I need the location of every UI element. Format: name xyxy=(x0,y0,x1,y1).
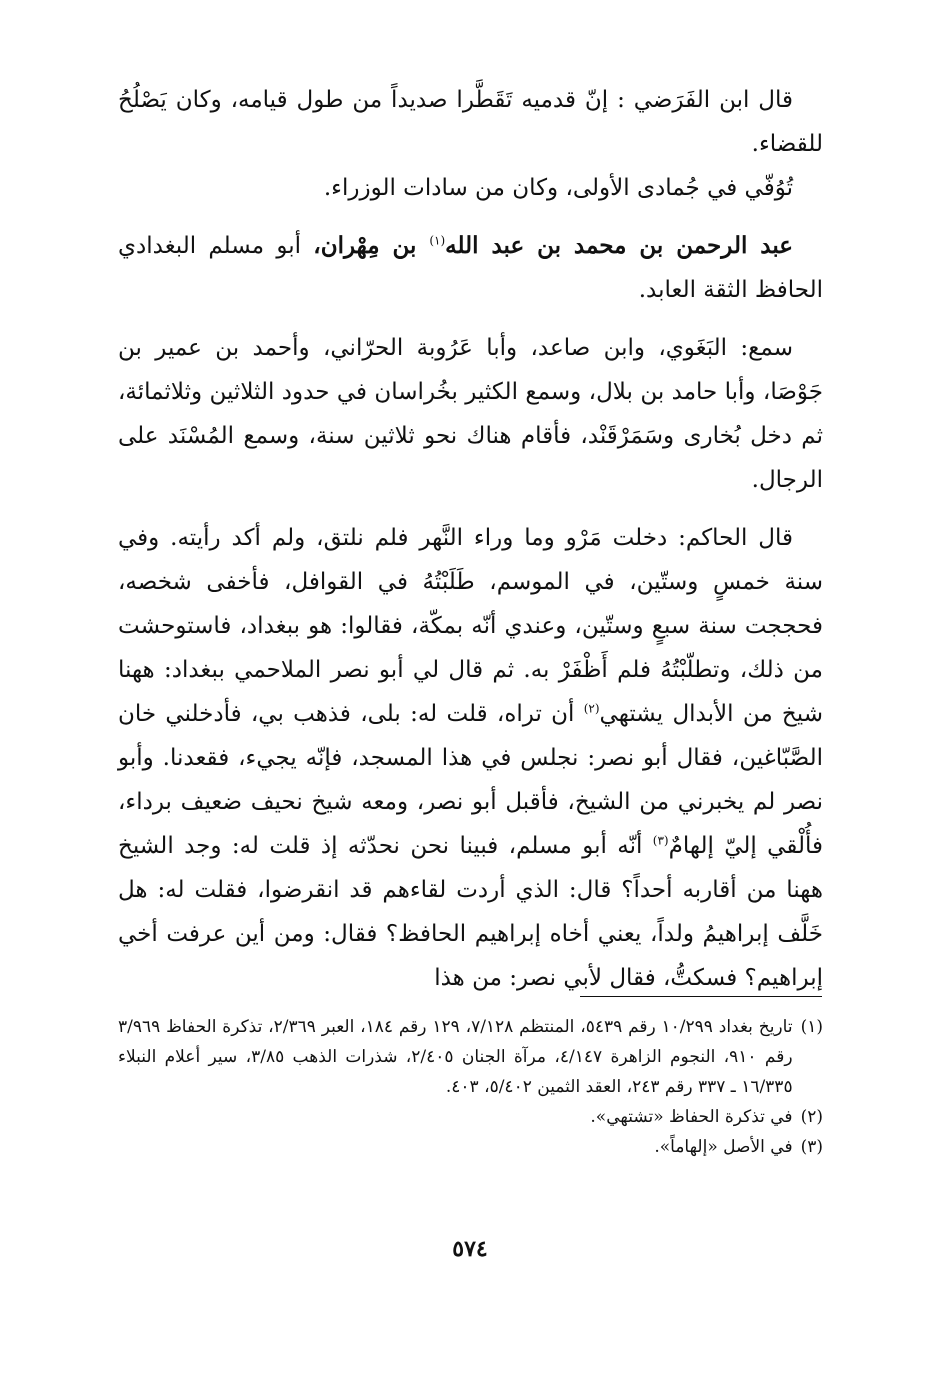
footnote-item xyxy=(118,1132,823,1162)
entry-name-part1: عبد الرحمن بن محمد بن عبد الله xyxy=(445,232,793,259)
footnote-text: في الأصل «إلهاماً». xyxy=(654,1137,793,1157)
footnote-number: (١) xyxy=(800,1017,823,1037)
paragraph-sama: سمع: البَغَوي، وابن صاعد، وأبا عَرُوبة الحرّاني، وأحمد بن عمير بن جَوْصَا، وأبا حامد بن بلال، وسمع الكثير بخُراسان في حدود الثلاثين وثلاثمائة، ثم دخل بُخارى وسَمَرْقَنْد، فأقام هناك نحو ثلاثين سنة، وسمع المُسْنَد على الرجال. xyxy=(118,335,823,493)
paragraph-hakim xyxy=(118,516,823,1000)
hakim-text-2: أن تراه، قلت له: بلى، فذهب بي، فأدخلني خان الصَّبّاغين، فقال أبو نصر: نجلس في هذا المسجد، فإنّه يجيء، فقعدنا. وأبو نصر لم يخبرني من الشيخ، فأقبل أبو نصر، ومعه شيخ نحيف ضعيف برداء، فأُلْقي إليّ إلهامٌ xyxy=(118,701,823,859)
footnote-text: في تذكرة الحفاظ «تشتهي». xyxy=(590,1107,793,1127)
hakim-text-1: قال الحاكم: دخلت مَرْو وما وراء النَّهر فلم نلتق، ولم أكد رأيته. وفي سنة خمسٍ وستّين، في الموسم، طَلَبْتُهُ في القوافل، فأخفى شخصه، فحججت سنة سبعٍ وستّين، وعندي أنّه بمكّة، فقالوا: هو ببغداد، فاستوحشت من ذلك، وتطلّبْتُهُ فلم أَظْفَرْ به. ثم قال لي أبو نصر الملاحمي ببغداد: ههنا شيخ من الأبدال يشتهي xyxy=(118,525,823,727)
entry-name-part2: بن مِهْران، xyxy=(313,232,430,259)
footnote-number: (٣) xyxy=(800,1137,823,1157)
entry-description: أبو مسلم البغدادي الحافظ الثقة العابد. xyxy=(118,233,823,303)
page-body xyxy=(118,78,823,1000)
footnote-number: (٢) xyxy=(800,1107,823,1127)
footnote-ref-1: (١) xyxy=(429,233,446,248)
footnote-ref-3: (٣) xyxy=(652,833,669,848)
paragraph-death: تُوُفّي في جُمادى الأولى، وكان من سادات الوزراء. xyxy=(323,175,793,201)
footnotes xyxy=(118,1012,823,1162)
footnote-ref-2: (٢) xyxy=(583,701,600,716)
page-number: ٥٧٤ xyxy=(452,1236,488,1262)
paragraph-ibn-faradi: قال ابن الفَرَضي : إنّ قدميه تَقَطَّرا صديداً من طول قيامه، وكان يَصْلُحُ للقضاء. xyxy=(118,87,823,157)
footnote-text: تاريخ بغداد ١٠/٢٩٩ رقم ٥٤٣٩، المنتظم ٧/١٢٨، ١٢٩ رقم ١٨٤، العبر ٢/٣٦٩، تذكرة الحفاظ ٣/٩٦٩ رقم ٩١٠، النجوم الزاهرة ٤/١٤٧، مرآة الجنان ٢/٤٠٥، شذرات الذهب ٣/٨٥، سير أعلام النبلاء ١٦/٣٣٥ ـ ٣٣٧ رقم ٢٤٣، العقد الثمين ٥/٤٠٢، ٤٠٣. xyxy=(118,1017,793,1097)
footnote-divider xyxy=(580,996,822,997)
hakim-text-3: أنّه أبو مسلم، فبينا نحن نحدّثه إذ قلت له: وجد الشيخ ههنا من أقاربه أحداً؟ قال: الذي أردت لقاءهم قد انقرضوا، فقلت له: هل خَلَّف إبراهيمُ ولداً، يعني أخاه إبراهيم الحافظ؟ فقال: ومن أين عرفت أخي إبراهيم؟ فسكتُّ، فقال لأبي نصر: من هذا xyxy=(118,833,823,991)
entry-heading xyxy=(118,224,823,312)
footnote-item xyxy=(118,1012,823,1102)
footnote-item xyxy=(118,1102,823,1132)
